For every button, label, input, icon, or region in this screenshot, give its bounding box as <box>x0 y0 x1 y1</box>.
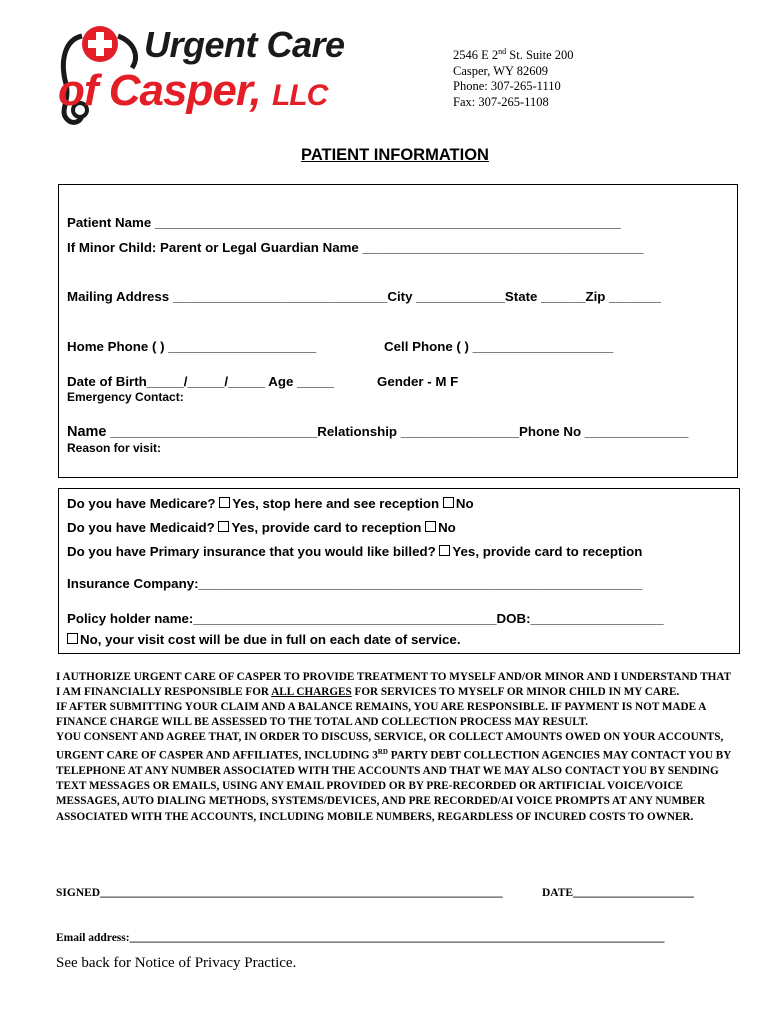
home-phone-field[interactable]: Home Phone ( ) ____________________ <box>67 339 317 354</box>
consent-text-a: YOU CONSENT AND AGREE THAT, IN ORDER TO DISCUSS, SERVICE, OR COLLECT AMOUNTS OWED ON YOUR ACCOUNTS, URGENT CARE OF CASPER AND AFFILIATES, INCLUDING 3 <box>56 731 724 763</box>
medicare-no-label: No <box>455 496 474 511</box>
medicare-question <box>67 496 474 511</box>
consent-sup: RD <box>377 748 388 757</box>
signature-field[interactable]: SIGNED______________________________________________________________________ <box>56 887 503 899</box>
cell-phone-field[interactable]: Cell Phone ( ) ___________________ <box>384 339 614 354</box>
auth-text-a: I AUTHORIZE URGENT CARE OF CASPER TO PROVIDE TREATMENT TO MYSELF AND/OR MINOR AND I UNDERSTAND THAT I AM FINANCIALLY RESPONSIBLE FOR <box>56 671 731 699</box>
company-logo <box>52 22 412 130</box>
emergency-contact-label: Emergency Contact: <box>67 390 184 404</box>
reason-for-visit-label: Reason for visit: <box>67 441 162 455</box>
consent-text-b: PARTY DEBT COLLECTION AGENCIES MAY CONTACT YOU BY TELEPHONE AT ANY NUMBER ASSOCIATED WITH THE ACCOUNTS AND THAT WE MAY ALSO CONTACT YOU BY SENDING TEXT MESSAGES OR EMAILS, USING ANY EMAIL PROVIDED OR BY PRE-RECORDED OR ARTIFICIAL VOICE/VOICE MESSAGES, AUTO DIALING METHODS, SYSTEMS/DEVICES, AND PRE RECORDED/AI VOICE PROMPTS AT ANY NUMBER ASSOCIATED WITH THE ACCOUNTS, INCLUDING MOBILE NUMBERS, REGARDLESS OF INCURED COSTS TO OWNER. <box>56 750 731 823</box>
gender-field[interactable]: Gender - M F <box>377 374 459 389</box>
auth-text-underlined: ALL CHARGES <box>271 686 352 699</box>
medicaid-no-label: No <box>438 520 456 535</box>
authorization-text <box>56 670 736 825</box>
page-title: PATIENT INFORMATION <box>301 146 489 164</box>
date-field[interactable]: DATE_____________________ <box>542 887 694 899</box>
guardian-name-field[interactable]: If Minor Child: Parent or Legal Guardian Name ______________________________________ <box>67 240 644 255</box>
authorization-paragraph <box>56 670 736 700</box>
no-insurance-option <box>67 632 461 647</box>
address-city: Casper, WY 82609 <box>453 63 548 78</box>
primary-insurance-question <box>67 544 642 559</box>
emergency-contact-row[interactable] <box>67 424 688 440</box>
street-rest: St. Suite 200 <box>506 48 574 63</box>
medicaid-label: Do you have Medicaid? <box>67 520 219 535</box>
medicare-no-checkbox[interactable] <box>443 497 454 508</box>
clinic-address <box>453 44 574 110</box>
medicaid-no-checkbox[interactable] <box>425 521 436 532</box>
emergency-name-label: Name <box>67 424 107 440</box>
medicare-label: Do you have Medicare? <box>67 496 220 511</box>
medicaid-yes-checkbox[interactable] <box>218 521 229 532</box>
insurance-company-field[interactable]: Insurance Company:____________________________________________________________ <box>67 576 643 591</box>
logo-text-of-casper <box>58 66 327 116</box>
emergency-contact-fields[interactable]: ____________________________Relationship ________________Phone No ______________ <box>106 424 689 439</box>
mailing-address-field[interactable]: Mailing Address _____________________________City ____________State ______Zip _______ <box>67 289 661 304</box>
no-insurance-checkbox[interactable] <box>67 633 78 644</box>
address-phone: Phone: 307-265-1110 <box>453 79 561 94</box>
medicare-yes-checkbox[interactable] <box>219 497 230 508</box>
address-fax: Fax: 307-265-1108 <box>453 94 549 109</box>
email-address-field[interactable]: Email address:_____________________________________________________________________________________________ <box>56 932 665 944</box>
logo-casper: of Casper, <box>58 66 261 115</box>
primary-yes-label: Yes, provide card to reception <box>452 544 643 559</box>
street-number: 2546 E 2 <box>453 48 499 63</box>
patient-name-field[interactable]: Patient Name _______________________________________________________________ <box>67 215 621 230</box>
insurance-box <box>58 488 740 654</box>
no-insurance-label: No, your visit cost will be due in full on each date of service. <box>80 632 461 647</box>
medicare-yes-label: Yes, stop here and see reception <box>232 496 443 511</box>
balance-paragraph: IF AFTER SUBMITTING YOUR CLAIM AND A BALANCE REMAINS, YOU ARE RESPONSIBLE. IF PAYMENT IS NOT MADE A FINANCE CHARGE WILL BE ASSESSED TO THE TOTAL AND COLLECTION PROCESS MAY RESULT. <box>56 701 706 729</box>
address-street <box>453 44 574 64</box>
street-sup: nd <box>498 47 507 56</box>
auth-text-b: FOR SERVICES TO MYSELF OR MINOR CHILD IN MY CARE. <box>351 686 680 699</box>
primary-yes-checkbox[interactable] <box>439 545 450 556</box>
consent-paragraph <box>56 730 736 824</box>
logo-llc: LLC <box>271 79 328 112</box>
date-of-birth-field[interactable]: Date of Birth_____/_____/_____ Age _____ <box>67 374 335 389</box>
logo-text-urgent-care: Urgent Care <box>144 24 345 65</box>
medicaid-question <box>67 520 456 535</box>
privacy-notice-note: See back for Notice of Privacy Practice. <box>56 955 297 971</box>
policy-holder-field[interactable]: Policy holder name:_________________________________________DOB:__________________ <box>67 611 664 626</box>
medicaid-yes-label: Yes, provide card to reception <box>231 520 426 535</box>
primary-label: Do you have Primary insurance that you would like billed? <box>67 544 440 559</box>
